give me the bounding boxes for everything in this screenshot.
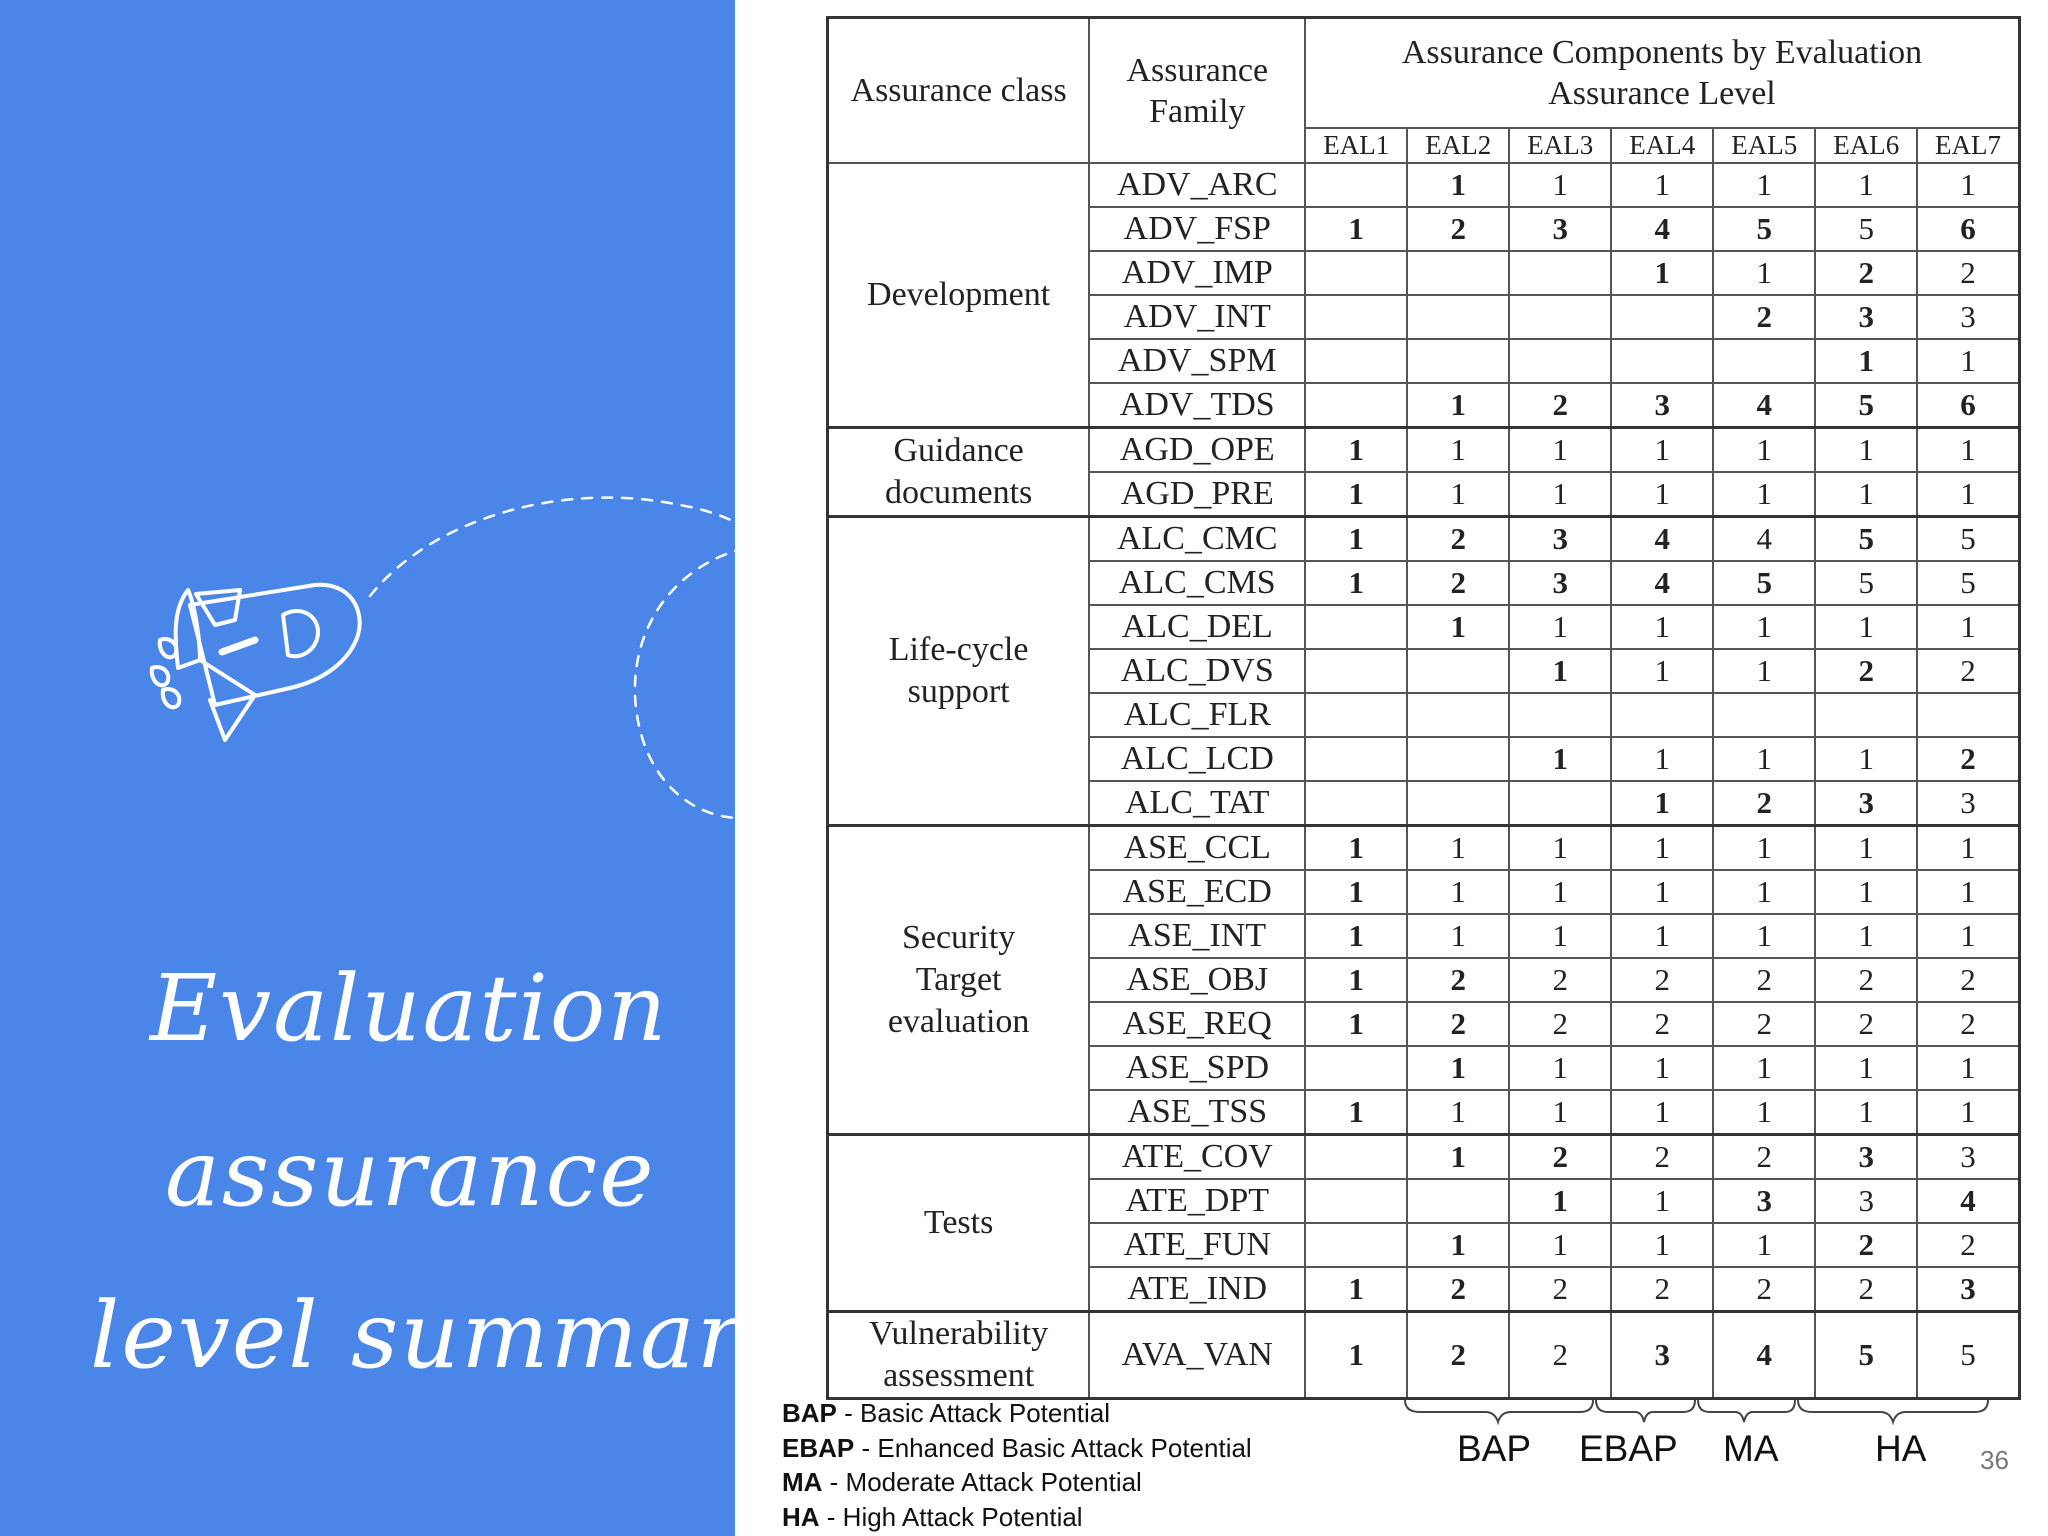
eal-value-cell: 1 bbox=[1815, 428, 1917, 473]
eal-value-cell bbox=[1407, 295, 1509, 339]
eal-value-cell: 1 bbox=[1815, 1046, 1917, 1090]
eal-value-cell bbox=[1407, 737, 1509, 781]
eal-value-cell: 3 bbox=[1611, 1312, 1713, 1399]
brace-label-ha: HA bbox=[1875, 1428, 1927, 1469]
eal-value-cell: 2 bbox=[1917, 251, 2019, 295]
eal-value-cell: 1 bbox=[1713, 163, 1815, 207]
eal-value-cell: 1 bbox=[1611, 1090, 1713, 1135]
eal-value-cell: 2 bbox=[1611, 958, 1713, 1002]
eal-value-cell: 2 bbox=[1407, 1312, 1509, 1399]
assurance-family-cell: ASE_ECD bbox=[1089, 870, 1305, 914]
eal-value-cell: 6 bbox=[1917, 383, 2019, 428]
eal-value-cell: 2 bbox=[1815, 251, 1917, 295]
brace-label-ma: MA bbox=[1723, 1428, 1779, 1469]
eal-value-cell: 1 bbox=[1815, 339, 1917, 383]
eal-value-cell: 3 bbox=[1917, 1135, 2019, 1180]
assurance-family-cell: ALC_TAT bbox=[1089, 781, 1305, 826]
assurance-family-cell: ASE_OBJ bbox=[1089, 958, 1305, 1002]
eal-value-cell: 2 bbox=[1509, 1135, 1611, 1180]
eal-value-cell bbox=[1305, 649, 1407, 693]
eal-value-cell: 2 bbox=[1815, 1002, 1917, 1046]
assurance-family-cell: ALC_FLR bbox=[1089, 693, 1305, 737]
assurance-family-cell: ADV_INT bbox=[1089, 295, 1305, 339]
page-number: 36 bbox=[1980, 1445, 2009, 1475]
eal-value-cell: 2 bbox=[1713, 295, 1815, 339]
eal-value-cell bbox=[1611, 693, 1713, 737]
eal-value-cell: 2 bbox=[1815, 1223, 1917, 1267]
eal-value-cell: 1 bbox=[1611, 1179, 1713, 1223]
eal-value-cell bbox=[1305, 295, 1407, 339]
legend-text: - High Attack Potential bbox=[819, 1501, 1083, 1532]
header-eal-1: EAL1 bbox=[1305, 128, 1407, 163]
assurance-family-cell: ALC_CMS bbox=[1089, 561, 1305, 605]
eal-value-cell bbox=[1305, 1046, 1407, 1090]
eal-value-cell: 1 bbox=[1509, 605, 1611, 649]
eal-value-cell: 3 bbox=[1917, 781, 2019, 826]
slide-title-line-1: Evaluation bbox=[150, 955, 669, 1062]
eal-value-cell bbox=[1509, 781, 1611, 826]
eal-value-cell bbox=[1305, 251, 1407, 295]
assurance-class-cell: Tests bbox=[828, 1135, 1090, 1312]
eal-value-cell: 1 bbox=[1917, 472, 2019, 517]
eal-value-cell: 3 bbox=[1815, 295, 1917, 339]
eal-value-cell: 5 bbox=[1917, 1312, 2019, 1399]
eal-value-cell: 2 bbox=[1407, 207, 1509, 251]
table-row bbox=[828, 826, 2020, 871]
eal-value-cell: 1 bbox=[1917, 1090, 2019, 1135]
assurance-family-cell: ASE_INT bbox=[1089, 914, 1305, 958]
eal-value-cell: 1 bbox=[1509, 1223, 1611, 1267]
table-row bbox=[828, 163, 2020, 207]
eal-value-cell: 1 bbox=[1305, 870, 1407, 914]
eal-value-cell: 4 bbox=[1713, 517, 1815, 562]
eal-value-cell: 1 bbox=[1509, 1090, 1611, 1135]
eal-value-cell: 2 bbox=[1509, 1267, 1611, 1312]
eal-value-cell: 2 bbox=[1407, 958, 1509, 1002]
eal-value-cell: 1 bbox=[1815, 605, 1917, 649]
assurance-class-cell: Development bbox=[828, 163, 1090, 428]
eal-value-cell: 2 bbox=[1509, 383, 1611, 428]
assurance-family-cell: AVA_VAN bbox=[1089, 1312, 1305, 1399]
eal-value-cell: 1 bbox=[1713, 1046, 1815, 1090]
eal-value-cell: 1 bbox=[1611, 781, 1713, 826]
eal-value-cell: 1 bbox=[1713, 737, 1815, 781]
eal-value-cell: 2 bbox=[1917, 649, 2019, 693]
assurance-family-cell: ALC_DVS bbox=[1089, 649, 1305, 693]
eal-value-cell: 4 bbox=[1917, 1179, 2019, 1223]
legend-item bbox=[782, 1500, 1252, 1535]
eal-value-cell: 1 bbox=[1509, 870, 1611, 914]
eal-value-cell bbox=[1305, 1179, 1407, 1223]
legend-item bbox=[782, 1465, 1252, 1500]
header-assurance-class: Assurance class bbox=[828, 18, 1090, 164]
table-row bbox=[828, 428, 2020, 473]
eal-value-cell: 1 bbox=[1713, 826, 1815, 871]
eal-value-cell: 4 bbox=[1713, 383, 1815, 428]
eal-value-cell: 1 bbox=[1509, 737, 1611, 781]
eal-value-cell bbox=[1407, 339, 1509, 383]
eal-value-cell: 1 bbox=[1815, 472, 1917, 517]
eal-value-cell: 1 bbox=[1509, 914, 1611, 958]
assurance-family-cell: ADV_ARC bbox=[1089, 163, 1305, 207]
eal-value-cell bbox=[1917, 693, 2019, 737]
eal-value-cell: 5 bbox=[1917, 561, 2019, 605]
eal-value-cell bbox=[1509, 693, 1611, 737]
eal-value-cell: 3 bbox=[1611, 383, 1713, 428]
eal-value-cell: 3 bbox=[1917, 1267, 2019, 1312]
eal-value-cell: 1 bbox=[1407, 163, 1509, 207]
eal-value-cell bbox=[1407, 251, 1509, 295]
eal-value-cell: 1 bbox=[1713, 1223, 1815, 1267]
eal-value-cell: 1 bbox=[1713, 914, 1815, 958]
eal-value-cell: 1 bbox=[1713, 1090, 1815, 1135]
eal-value-cell: 1 bbox=[1509, 649, 1611, 693]
eal-value-cell: 1 bbox=[1713, 472, 1815, 517]
eal-value-cell: 1 bbox=[1407, 1223, 1509, 1267]
eal-value-cell: 4 bbox=[1611, 517, 1713, 562]
eal-value-cell: 1 bbox=[1509, 472, 1611, 517]
eal-value-cell: 1 bbox=[1305, 517, 1407, 562]
eal-value-cell bbox=[1713, 693, 1815, 737]
eal-value-cell: 2 bbox=[1611, 1267, 1713, 1312]
eal-value-cell bbox=[1305, 781, 1407, 826]
legend-text: - Enhanced Basic Attack Potential bbox=[854, 1432, 1252, 1463]
eal-value-cell: 3 bbox=[1509, 207, 1611, 251]
brace-ebap bbox=[1596, 1400, 1695, 1422]
assurance-family-cell: ALC_DEL bbox=[1089, 605, 1305, 649]
eal-value-cell: 3 bbox=[1917, 295, 2019, 339]
eal-value-cell: 1 bbox=[1407, 472, 1509, 517]
eal-value-cell bbox=[1305, 693, 1407, 737]
header-eal-7: EAL7 bbox=[1917, 128, 2019, 163]
eal-value-cell: 1 bbox=[1713, 428, 1815, 473]
eal-value-cell: 1 bbox=[1815, 826, 1917, 871]
eal-value-cell bbox=[1305, 1223, 1407, 1267]
eal-value-cell: 1 bbox=[1815, 163, 1917, 207]
eal-value-cell bbox=[1611, 339, 1713, 383]
slide-title-line-3: level summary bbox=[90, 1282, 797, 1389]
legend-abbr: HA bbox=[782, 1501, 820, 1532]
eal-value-cell: 1 bbox=[1611, 870, 1713, 914]
header-assurance-components: Assurance Components by Evaluation Assurance Level bbox=[1305, 18, 2019, 129]
assurance-family-cell: ATE_DPT bbox=[1089, 1179, 1305, 1223]
eal-value-cell: 1 bbox=[1509, 1179, 1611, 1223]
assurance-family-cell: ADV_IMP bbox=[1089, 251, 1305, 295]
eal-value-cell: 2 bbox=[1509, 1312, 1611, 1399]
eal-value-cell bbox=[1305, 163, 1407, 207]
eal-value-cell: 4 bbox=[1611, 207, 1713, 251]
eal-value-cell: 2 bbox=[1509, 958, 1611, 1002]
eal-value-cell: 1 bbox=[1407, 826, 1509, 871]
eal-value-cell: 1 bbox=[1305, 958, 1407, 1002]
legend-item bbox=[782, 1396, 1252, 1431]
eal-value-cell bbox=[1611, 295, 1713, 339]
eal-value-cell: 1 bbox=[1815, 870, 1917, 914]
eal-value-cell: 1 bbox=[1917, 870, 2019, 914]
table-row bbox=[828, 1312, 2020, 1399]
eal-value-cell bbox=[1509, 251, 1611, 295]
eal-value-cell bbox=[1305, 1135, 1407, 1180]
eal-value-cell: 2 bbox=[1713, 1267, 1815, 1312]
eal-summary-table-container bbox=[826, 16, 2021, 1400]
header-eal-6: EAL6 bbox=[1815, 128, 1917, 163]
eal-value-cell bbox=[1509, 339, 1611, 383]
header-assurance-family: Assurance Family bbox=[1089, 18, 1305, 164]
assurance-family-cell: ASE_CCL bbox=[1089, 826, 1305, 871]
table-row bbox=[828, 517, 2020, 562]
eal-value-cell: 1 bbox=[1611, 737, 1713, 781]
eal-value-cell: 5 bbox=[1815, 561, 1917, 605]
eal-value-cell bbox=[1815, 693, 1917, 737]
eal-value-cell bbox=[1305, 605, 1407, 649]
assurance-family-cell: AGD_OPE bbox=[1089, 428, 1305, 473]
eal-value-cell: 1 bbox=[1713, 605, 1815, 649]
eal-value-cell: 1 bbox=[1611, 1223, 1713, 1267]
eal-value-cell: 5 bbox=[1815, 383, 1917, 428]
eal-value-cell: 1 bbox=[1407, 605, 1509, 649]
eal-value-cell: 1 bbox=[1407, 1135, 1509, 1180]
eal-value-cell: 1 bbox=[1305, 1267, 1407, 1312]
eal-value-cell: 2 bbox=[1815, 1267, 1917, 1312]
assurance-family-cell: ALC_CMC bbox=[1089, 517, 1305, 562]
legend-item bbox=[782, 1431, 1252, 1466]
eal-value-cell: 1 bbox=[1815, 1090, 1917, 1135]
table-row bbox=[828, 1135, 2020, 1180]
eal-value-cell: 2 bbox=[1713, 1135, 1815, 1180]
eal-value-cell bbox=[1305, 383, 1407, 428]
eal-value-cell: 1 bbox=[1917, 1046, 2019, 1090]
eal-value-cell: 1 bbox=[1917, 914, 2019, 958]
eal-value-cell: 1 bbox=[1611, 649, 1713, 693]
assurance-class-cell: Security Target evaluation bbox=[828, 826, 1090, 1135]
eal-value-cell: 1 bbox=[1305, 914, 1407, 958]
slide-title-line-2: assurance bbox=[165, 1120, 656, 1227]
eal-value-cell: 1 bbox=[1509, 163, 1611, 207]
brace-ma bbox=[1698, 1400, 1795, 1422]
eal-value-cell bbox=[1407, 693, 1509, 737]
eal-value-cell bbox=[1509, 295, 1611, 339]
assurance-family-cell: ATE_FUN bbox=[1089, 1223, 1305, 1267]
eal-value-cell: 3 bbox=[1815, 1179, 1917, 1223]
assurance-class-cell: Guidance documents bbox=[828, 428, 1090, 517]
eal-value-cell: 2 bbox=[1917, 958, 2019, 1002]
brace-label-bap: BAP bbox=[1457, 1428, 1532, 1469]
eal-value-cell: 1 bbox=[1713, 870, 1815, 914]
assurance-family-cell: ALC_LCD bbox=[1089, 737, 1305, 781]
eal-value-cell: 5 bbox=[1815, 1312, 1917, 1399]
eal-value-cell: 2 bbox=[1407, 1002, 1509, 1046]
legend-text: - Basic Attack Potential bbox=[836, 1398, 1111, 1428]
eal-value-cell: 2 bbox=[1407, 1267, 1509, 1312]
eal-value-cell: 1 bbox=[1407, 428, 1509, 473]
legend-abbr: BAP bbox=[782, 1398, 837, 1428]
eal-value-cell: 1 bbox=[1407, 383, 1509, 428]
eal-value-cell: 2 bbox=[1509, 1002, 1611, 1046]
eal-value-cell: 2 bbox=[1611, 1002, 1713, 1046]
eal-value-cell: 1 bbox=[1305, 1312, 1407, 1399]
assurance-family-cell: ADV_SPM bbox=[1089, 339, 1305, 383]
eal-value-cell bbox=[1407, 649, 1509, 693]
eal-value-cell bbox=[1407, 1179, 1509, 1223]
eal-value-cell: 5 bbox=[1815, 517, 1917, 562]
assurance-class-cell: Life-cycle support bbox=[828, 517, 1090, 826]
eal-value-cell: 5 bbox=[1917, 517, 2019, 562]
eal-value-cell: 1 bbox=[1305, 472, 1407, 517]
eal-value-cell: 3 bbox=[1713, 1179, 1815, 1223]
eal-value-cell: 2 bbox=[1917, 1002, 2019, 1046]
eal-value-cell: 1 bbox=[1917, 428, 2019, 473]
eal-group-braces bbox=[1390, 1390, 2000, 1430]
eal-value-cell: 1 bbox=[1407, 1090, 1509, 1135]
eal-value-cell: 1 bbox=[1407, 870, 1509, 914]
eal-value-cell: 1 bbox=[1815, 737, 1917, 781]
legend-abbr: EBAP bbox=[782, 1432, 855, 1463]
assurance-family-cell: AGD_PRE bbox=[1089, 472, 1305, 517]
eal-value-cell: 1 bbox=[1611, 472, 1713, 517]
eal-value-cell: 1 bbox=[1509, 826, 1611, 871]
eal-value-cell: 1 bbox=[1917, 339, 2019, 383]
eal-value-cell: 2 bbox=[1713, 958, 1815, 1002]
header-eal-4: EAL4 bbox=[1611, 128, 1713, 163]
eal-value-cell: 4 bbox=[1611, 561, 1713, 605]
assurance-family-cell: ATE_COV bbox=[1089, 1135, 1305, 1180]
table-body bbox=[828, 163, 2020, 1399]
eal-value-cell: 1 bbox=[1713, 251, 1815, 295]
eal-value-cell: 2 bbox=[1815, 649, 1917, 693]
eal-value-cell: 1 bbox=[1611, 605, 1713, 649]
eal-value-cell: 3 bbox=[1509, 561, 1611, 605]
eal-value-cell: 2 bbox=[1407, 517, 1509, 562]
eal-value-cell: 1 bbox=[1305, 428, 1407, 473]
eal-value-cell: 6 bbox=[1917, 207, 2019, 251]
header-eal-5: EAL5 bbox=[1713, 128, 1815, 163]
assurance-family-cell: ADV_TDS bbox=[1089, 383, 1305, 428]
eal-value-cell: 1 bbox=[1305, 1002, 1407, 1046]
eal-value-cell: 1 bbox=[1713, 649, 1815, 693]
eal-value-cell: 1 bbox=[1815, 914, 1917, 958]
eal-value-cell: 3 bbox=[1815, 781, 1917, 826]
legend-text: - Moderate Attack Potential bbox=[822, 1467, 1142, 1497]
eal-value-cell: 4 bbox=[1713, 1312, 1815, 1399]
eal-value-cell: 2 bbox=[1917, 737, 2019, 781]
assurance-family-cell: ATE_IND bbox=[1089, 1267, 1305, 1312]
legend bbox=[782, 1396, 1252, 1534]
eal-value-cell bbox=[1713, 339, 1815, 383]
legend-abbr: MA bbox=[782, 1467, 823, 1497]
header-eal-3: EAL3 bbox=[1509, 128, 1611, 163]
brace-bap bbox=[1405, 1400, 1593, 1422]
assurance-family-cell: ASE_SPD bbox=[1089, 1046, 1305, 1090]
eal-value-cell: 1 bbox=[1509, 1046, 1611, 1090]
eal-value-cell: 1 bbox=[1509, 428, 1611, 473]
eal-summary-table bbox=[826, 16, 2021, 1400]
assurance-class-cell: Vulnerability assessment bbox=[828, 1312, 1090, 1399]
eal-value-cell: 3 bbox=[1815, 1135, 1917, 1180]
eal-value-cell: 1 bbox=[1305, 826, 1407, 871]
eal-value-cell: 1 bbox=[1611, 428, 1713, 473]
eal-value-cell: 1 bbox=[1305, 1090, 1407, 1135]
eal-value-cell: 5 bbox=[1713, 207, 1815, 251]
eal-value-cell: 5 bbox=[1713, 561, 1815, 605]
eal-value-cell: 5 bbox=[1815, 207, 1917, 251]
eal-value-cell: 2 bbox=[1407, 561, 1509, 605]
eal-value-cell: 1 bbox=[1917, 163, 2019, 207]
eal-value-cell: 1 bbox=[1305, 561, 1407, 605]
assurance-family-cell: ADV_FSP bbox=[1089, 207, 1305, 251]
header-eal-2: EAL2 bbox=[1407, 128, 1509, 163]
eal-value-cell: 1 bbox=[1611, 826, 1713, 871]
eal-value-cell: 1 bbox=[1917, 826, 2019, 871]
eal-value-cell: 1 bbox=[1407, 1046, 1509, 1090]
brace-ha bbox=[1798, 1400, 1988, 1422]
eal-value-cell: 2 bbox=[1815, 958, 1917, 1002]
eal-value-cell: 3 bbox=[1509, 517, 1611, 562]
eal-value-cell: 2 bbox=[1611, 1135, 1713, 1180]
eal-value-cell: 1 bbox=[1611, 163, 1713, 207]
eal-value-cell bbox=[1305, 737, 1407, 781]
eal-value-cell: 2 bbox=[1917, 1223, 2019, 1267]
eal-value-cell: 1 bbox=[1611, 251, 1713, 295]
assurance-family-cell: ASE_TSS bbox=[1089, 1090, 1305, 1135]
eal-value-cell: 1 bbox=[1611, 914, 1713, 958]
eal-value-cell: 2 bbox=[1713, 781, 1815, 826]
eal-value-cell: 1 bbox=[1917, 605, 2019, 649]
eal-value-cell: 2 bbox=[1713, 1002, 1815, 1046]
eal-value-cell bbox=[1305, 339, 1407, 383]
brace-label-ebap: EBAP bbox=[1579, 1428, 1678, 1469]
eal-value-cell: 1 bbox=[1611, 1046, 1713, 1090]
eal-value-cell: 1 bbox=[1407, 914, 1509, 958]
eal-value-cell: 1 bbox=[1305, 207, 1407, 251]
assurance-family-cell: ASE_REQ bbox=[1089, 1002, 1305, 1046]
eal-value-cell bbox=[1407, 781, 1509, 826]
